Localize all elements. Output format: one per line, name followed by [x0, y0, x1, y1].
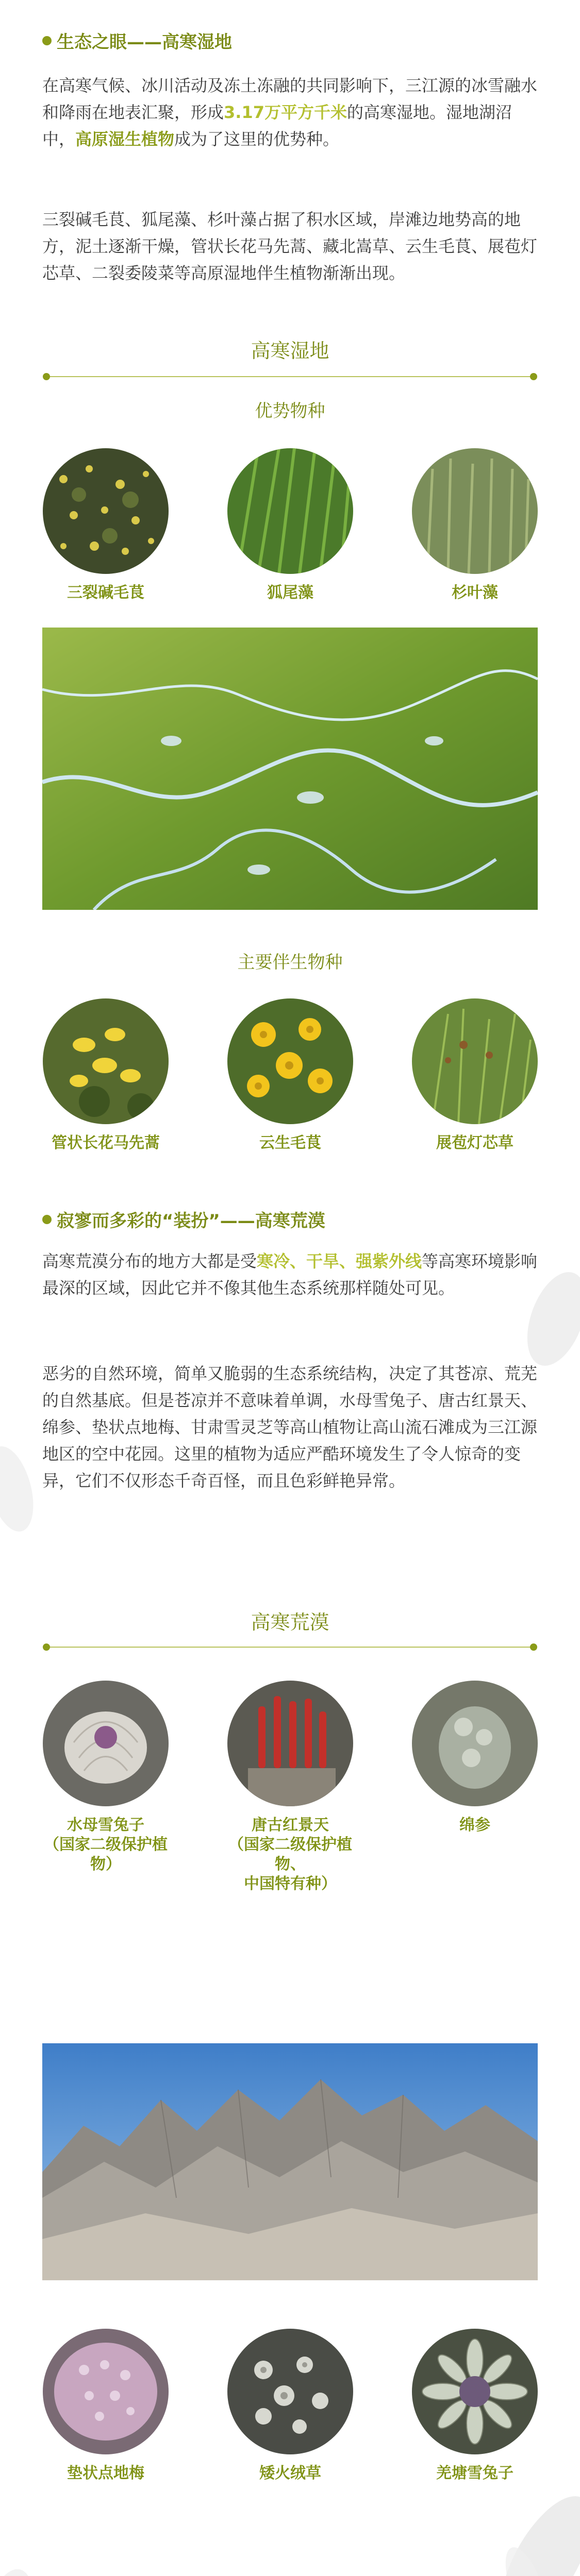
plant-card: [410, 448, 539, 603]
desert-detail-paragraph: 恶劣的自然环境，简单又脆弱的生态系统结构，决定了其苍凉、荒芜的自然基底。但是苍凉并不意味着单调，水母雪兔子、唐古红景天、绵参、垫状点地梅、甘肃雪灵芝等高山植物让高山流石滩成为三江源地区的空中花园。这里的植物为适应严酷环境发生了令人惊奇的变异，它们不仅形态千奇百怪，而且色彩鲜艳异常。: [42, 1364, 538, 1490]
plant-label: 管状长花马先蒿: [52, 1134, 160, 1152]
mountain-photo: [42, 2043, 538, 2280]
companion-species-title: 主要伴生物种: [237, 952, 343, 973]
bullet-dot-icon: [42, 1215, 52, 1224]
divider-line: [46, 376, 534, 377]
plant-photo-shanyezao: [412, 448, 538, 574]
highlight-area: 3.17万平方千米: [224, 103, 347, 122]
desert-subtitle: 高寒荒漠: [251, 1611, 329, 1634]
plant-label: 羌塘雪兔子: [436, 2464, 513, 2482]
plant-card: [41, 2329, 170, 2483]
leaf-decoration: [0, 1443, 46, 1535]
plant-card: [226, 2329, 355, 2483]
text-span: 成为了这里的优势种。: [174, 129, 340, 149]
plant-card: [226, 998, 355, 1153]
wetland-subtitle: 高寒湿地: [251, 340, 329, 362]
leaf-decoration: [0, 2566, 46, 2576]
divider-line: [46, 1647, 534, 1648]
plant-photo-ai-huorongcao: [227, 2329, 353, 2454]
plant-label: 展苞灯芯草: [436, 1134, 513, 1152]
plant-photo-shuimu-xuetuzi: [43, 1681, 169, 1806]
plant-photo-huweizao: [227, 448, 353, 574]
text-span: 高寒荒漠分布的地方大都是受: [42, 1251, 257, 1271]
text-span: 在高寒气候、冰川活动及冻土冻融的共同影响下，三江源的冰雪融水和降雨在地表汇聚，形成: [42, 76, 538, 122]
text-span: 等高寒环境影响最深的区域，因此它并不像其他生态系统那样随处可见。: [42, 1251, 538, 1298]
wetland-aerial-photo: [42, 628, 538, 910]
plant-photo-guanzhuang-mxh: [43, 998, 169, 1124]
plant-label: 水母雪兔子 （国家二级保护植物）: [44, 1816, 168, 1873]
divider-dot: [530, 1643, 537, 1651]
desert-intro-paragraph: [42, 1248, 538, 1301]
plant-photo-tanggu-hongjingtian: [227, 1681, 353, 1806]
leaf-decoration: [495, 2483, 580, 2576]
wetland-intro-paragraph: [42, 72, 538, 152]
plant-photo-qiangtang-xuetuzi: [412, 2329, 538, 2454]
plant-label: 杉叶藻: [452, 584, 498, 602]
plant-card: [226, 1681, 355, 1894]
plant-label: 唐古红景天 （国家二级保护植物、 中国特有种）: [228, 1816, 352, 1893]
plant-label: 三裂碱毛茛: [67, 584, 144, 602]
bullet-dot-icon: [42, 36, 52, 45]
plant-card: [410, 998, 539, 1153]
section-heading-text: 生态之眼——高寒湿地: [57, 32, 232, 53]
section-heading-wetland: [42, 28, 232, 53]
divider-dot: [43, 373, 50, 380]
plant-photo-sanliejianmaogen: [43, 448, 169, 574]
plant-photo-yunsheng-maogen: [227, 998, 353, 1124]
wetland-species-paragraph: 三裂碱毛茛、狐尾藻、杉叶藻占据了积水区域，岸滩边地势高的地方，泥土逐渐干燥，管状长花马先蒿、藏北嵩草、云生毛茛、展苞灯芯草、二裂委陵菜等高原湿地伴生植物渐渐出现。: [42, 210, 538, 283]
dominant-species-title: 优势物种: [255, 401, 325, 421]
highlight-conditions: 寒冷、干旱、强紫外线: [257, 1251, 422, 1271]
section-heading-text: 寂寥而多彩的“装扮”——高寒荒漠: [57, 1211, 325, 1231]
plant-card: [41, 1681, 170, 1874]
plant-label: 矮火绒草: [259, 2464, 321, 2482]
plant-photo-dianzhuang-diandimei: [43, 2329, 169, 2454]
plant-card: [410, 1681, 539, 1835]
text-span: 的高寒湿地。湿地湖沼中，: [42, 103, 512, 149]
plant-photo-mianshen: [412, 1681, 538, 1806]
plant-label: 狐尾藻: [267, 584, 313, 602]
plant-label: 云生毛茛: [259, 1134, 321, 1152]
plant-card: [41, 448, 170, 603]
plant-card: [410, 2329, 539, 2483]
plant-card: [41, 998, 170, 1153]
highlight-plant: 高原湿生植物: [75, 129, 175, 149]
plant-label: 垫状点地梅: [67, 2464, 144, 2482]
plant-card: [226, 448, 355, 603]
plant-label: 绵参: [459, 1816, 490, 1834]
section-heading-desert: [42, 1207, 325, 1232]
divider-dot: [43, 1643, 50, 1651]
divider-dot: [530, 373, 537, 380]
plant-photo-zhanbao-dxc: [412, 998, 538, 1124]
